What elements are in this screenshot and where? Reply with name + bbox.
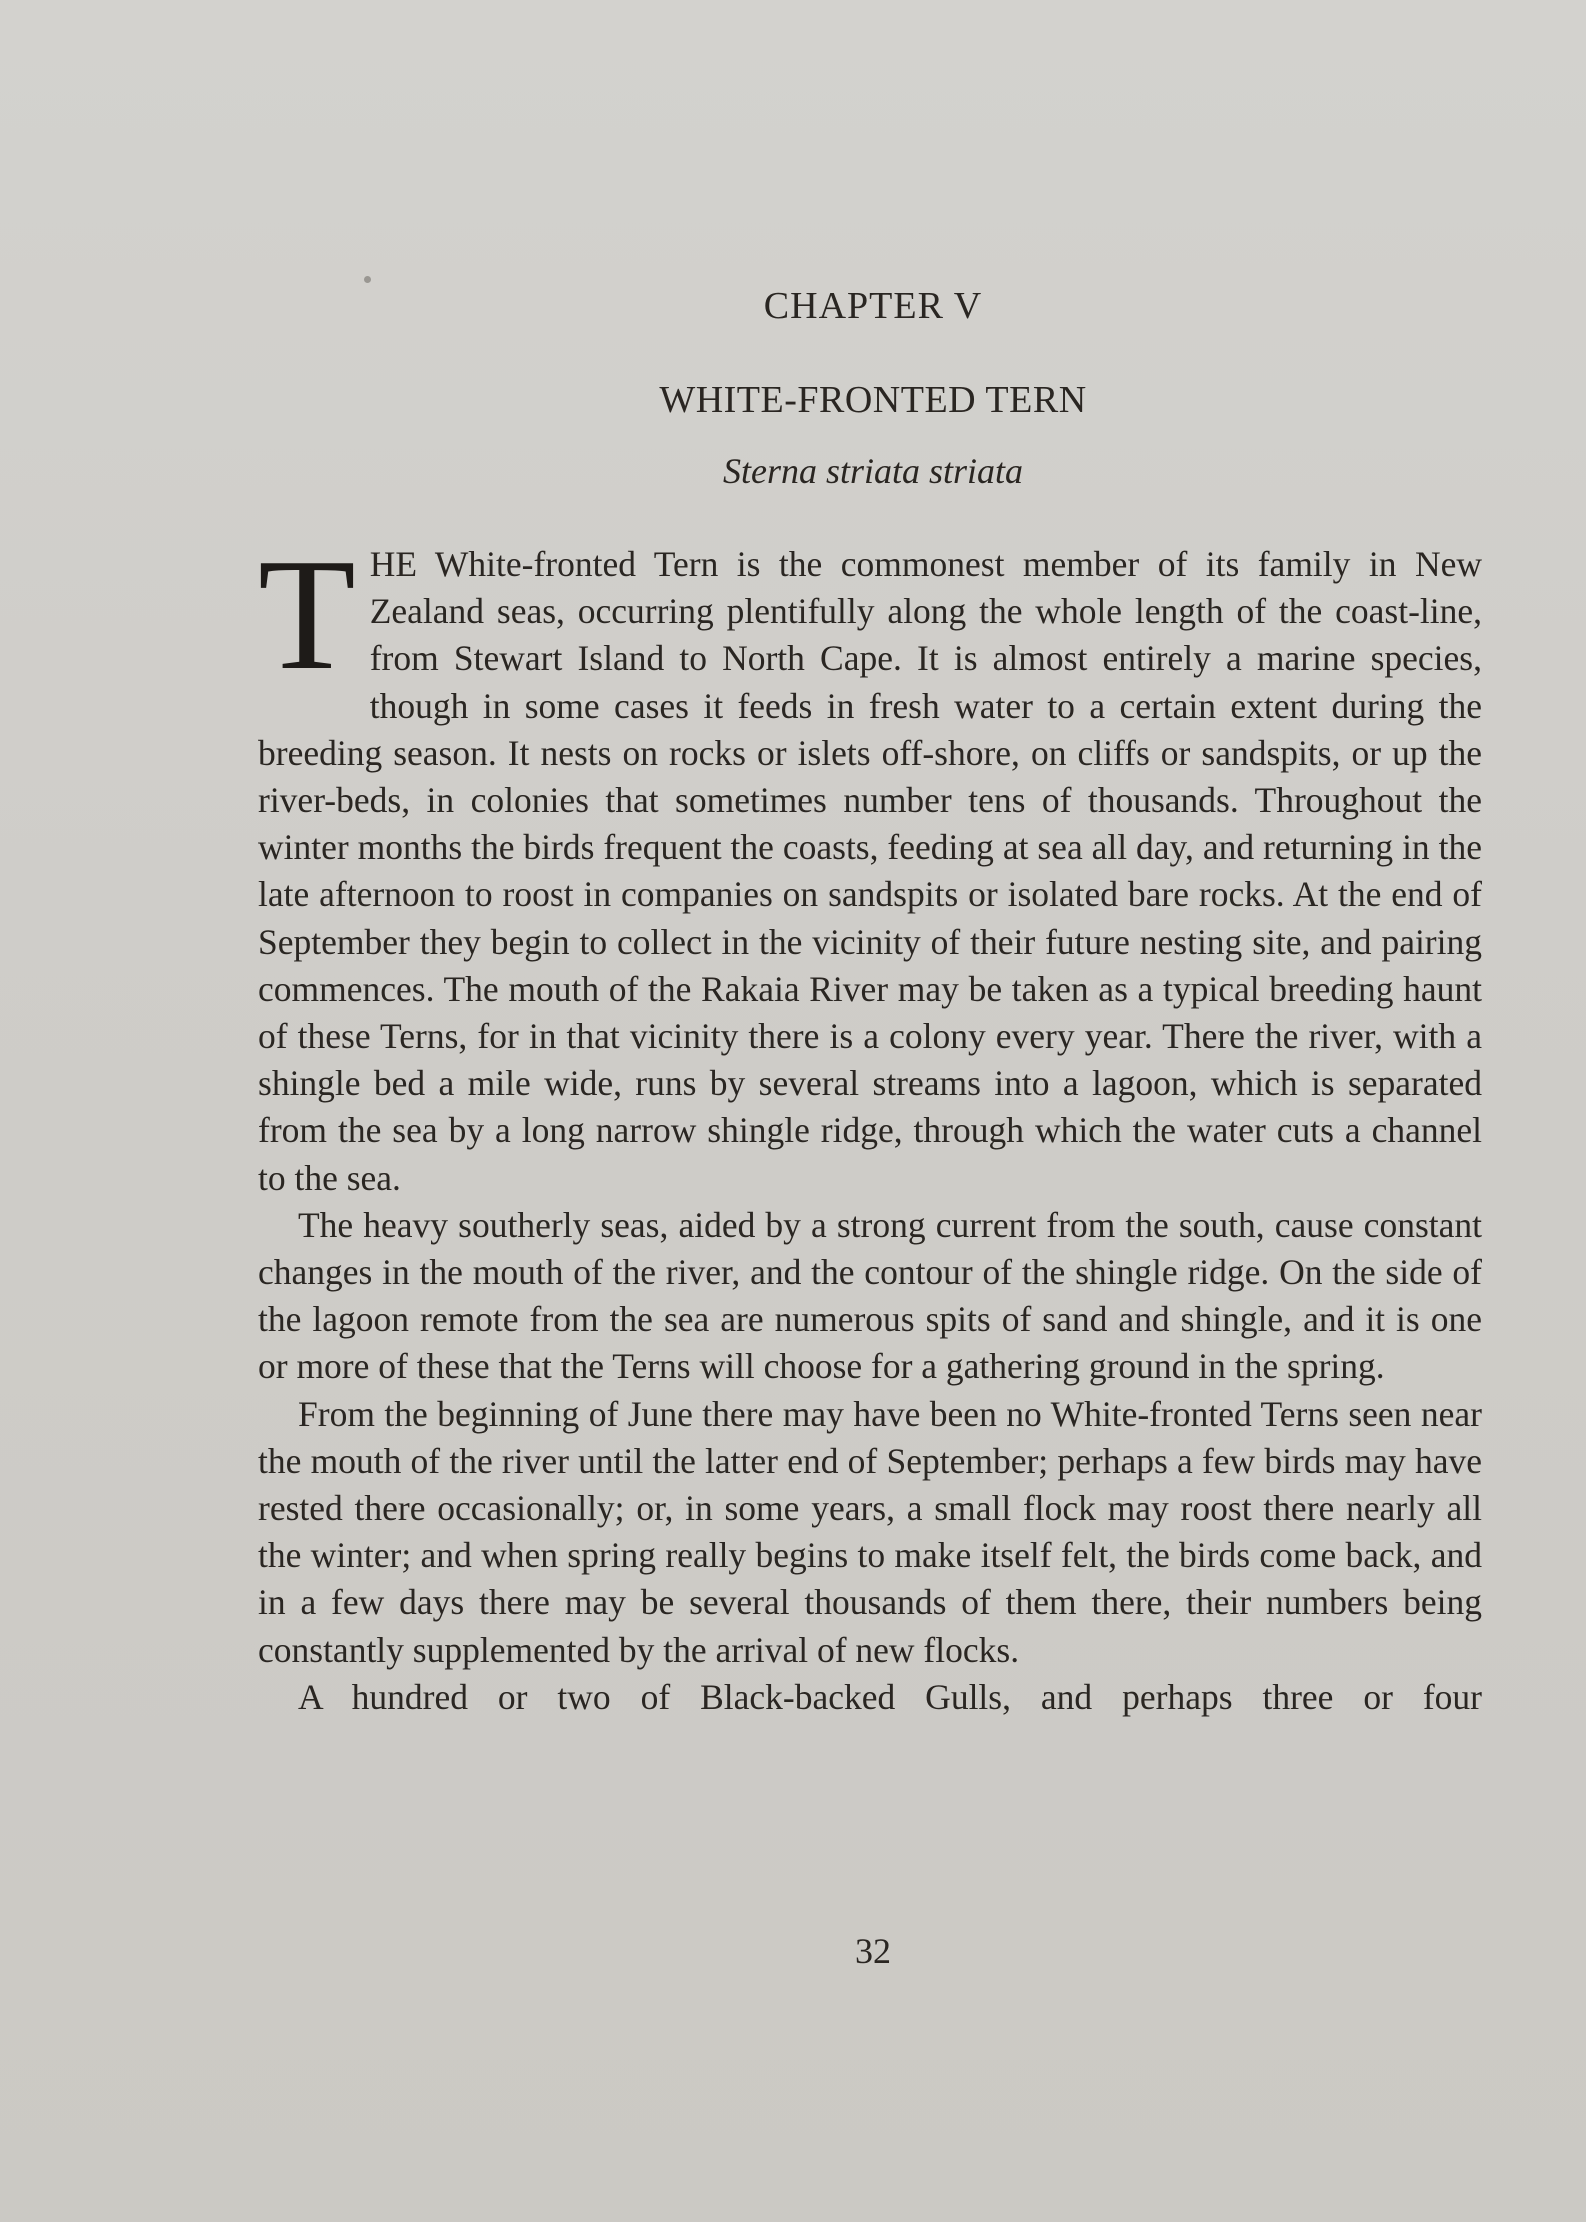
body-text — [258, 525, 1482, 1721]
page-number: 32 — [855, 1931, 891, 1971]
chapter-title: WHITE-FRONTED TERN — [659, 379, 1087, 421]
paper-speck — [364, 276, 371, 283]
paragraph-4: A hundred or two of Black-backed Gulls, and perhaps three or four — [298, 1676, 1482, 1717]
drop-cap: T — [258, 525, 356, 703]
latin-name: Sterna striata striata — [722, 451, 1024, 491]
paragraph-2: The heavy southerly seas, aided by a strong current from the south, cause constant changes in the mouth of the river, and the contour of the shingle ridge. On the side of the lagoon remote from the sea are numerous spits of sand and shingle, and it is one or more of these that the Terns will choose for a gathering ground in the spring. — [258, 1204, 1482, 1387]
paragraph-1-text: HE White-fronted Tern is the commonest member of its family in New Zealand seas, occurring plentifully along the whole length of the coast-line, from Stewart Island to North Cape. It is almost entirely a marine species, though in some cases it feeds in fresh water to a certain extent during the breeding season. It nests on rocks or islets off-shore, on cliffs or sandspits, or up the river-beds, in colonies that sometimes number tens of thousands. Throughout the winter months the birds frequent the coasts, feeding at sea all day, and returning in the late afternoon to roost in companies on sandspits or isolated bare rocks. At the end of September they begin to collect in the vicinity of their future nesting site, and pairing commences. The mouth of the Rakaia River may be taken as a typical breeding haunt of these Terns, for in that vicinity there is a colony every year. There the river, with a shingle bed a mile wide, runs by several streams into a lagoon, which is separated from the sea by a long narrow shingle ridge, through which the water cuts a channel to the sea. — [258, 544, 1482, 1198]
paragraph-3: From the beginning of June there may have been no White-fronted Terns seen near the mouth of the river until the latter end of September; perhaps a few birds may have rested there occasionally; or, in some years, a small flock may roost there nearly all the winter; and when spring really begins to make itself felt, the birds come back, and in a few days there may be several thousands of them there, their numbers being constantly supplemented by the arrival of new flocks. — [258, 1393, 1482, 1670]
paragraph-1 — [258, 525, 1482, 1202]
chapter-heading: CHAPTER V — [763, 285, 983, 327]
